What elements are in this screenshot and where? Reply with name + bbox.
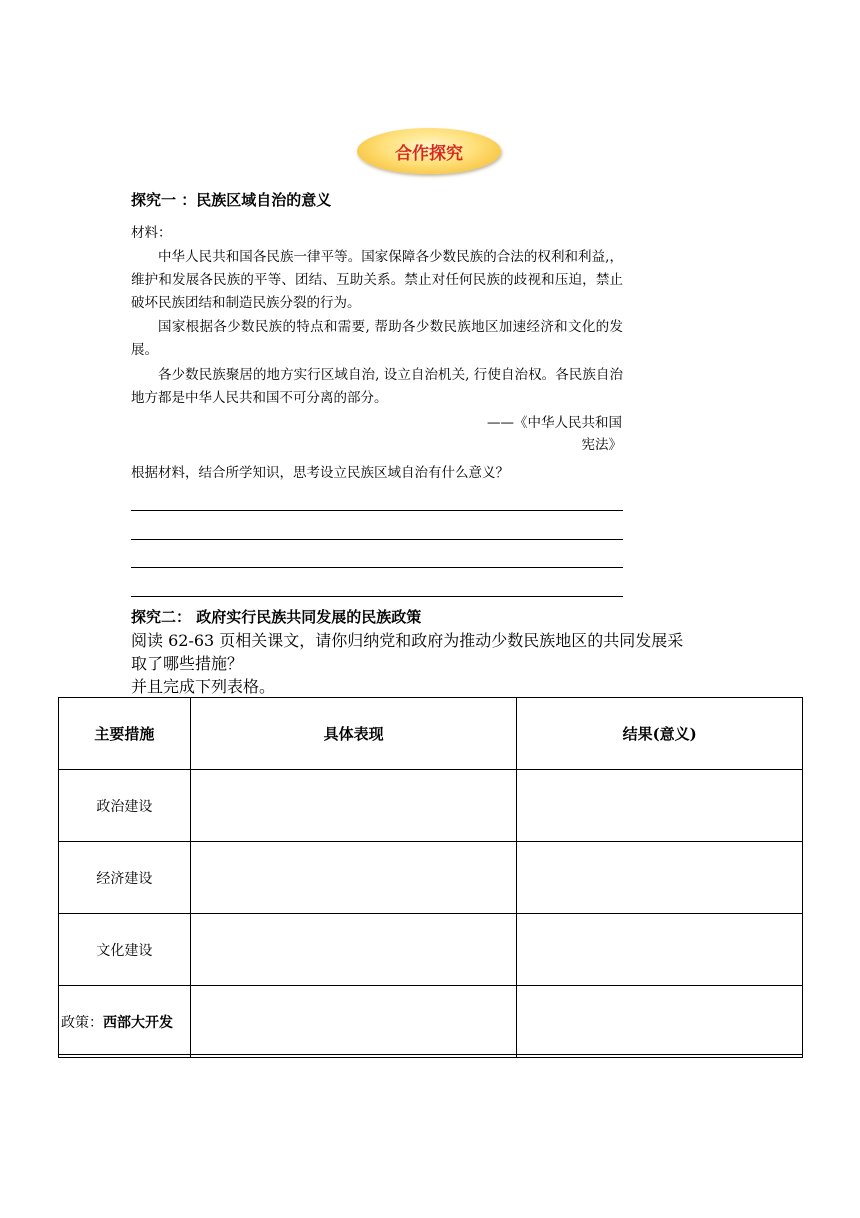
material-paragraph-2: 国家根据各少数民族的特点和需要, 帮助各少数民族地区加速经济和文化的发展。 [131,319,623,358]
detail-cell[interactable] [190,842,517,914]
section2-instruction-line2: 取了哪些措施？ [131,654,244,673]
table-row [59,770,803,842]
measure-cell: 文化建设 [59,914,191,986]
material-label: 材料： [131,225,172,241]
source-citation-line1: ——《中华人民共和国 [487,415,622,431]
source-citation-line2: 宪法》 [581,437,622,453]
detail-cell[interactable] [190,914,517,986]
table-header-row [59,698,803,770]
result-cell[interactable] [517,986,803,1058]
table-row [59,914,803,986]
material-paragraph-3: 各少数民族聚居的地方实行区域自治, 设立自治机关, 行使自治权。各民族自治地方都是中华人民共和国不可分离的部分。 [131,367,623,406]
section1-title: 探究一 ：民族区域自治的意义 [131,191,332,209]
section2-instruction-line3: 并且完成下列表格。 [131,677,276,696]
answer-line[interactable] [131,510,623,511]
answer-line[interactable] [131,567,623,568]
detail-cell[interactable] [190,986,517,1058]
section2-instruction-line1: 阅读 62-63 页相关课文，请你归纳党和政府为推动少数民族地区的共同发展采 [131,631,684,650]
answer-line[interactable] [131,539,623,540]
policy-name: 西部大开发 [103,1014,173,1031]
measures-table [58,697,803,1058]
result-cell[interactable] [517,914,803,986]
material-paragraph-1: 中华人民共和国各民族一律平等。国家保障各少数民族的合法的权利和利益,，维护和发展各民族的平等、团结、互助关系。禁止对任何民族的歧视和压迫，禁止破坏民族团结和制造民族分裂的行为。 [131,249,623,311]
table-row-policy [59,986,803,1058]
badge-label: 合作探究 [395,143,463,164]
measure-cell: 政治建设 [59,770,191,842]
result-cell[interactable] [517,842,803,914]
policy-prefix: 政策： [61,1014,103,1031]
header-result: 结果(意义) [517,698,803,770]
section-badge [357,128,501,174]
section1-question: 根据材料，结合所学知识，思考设立民族区域自治有什么意义？ [131,465,509,481]
section2-title: 探究二： 政府实行民族共同发展的民族政策 [131,608,422,626]
detail-cell[interactable] [190,770,517,842]
result-cell[interactable] [517,770,803,842]
answer-line[interactable] [131,596,623,597]
measure-cell: 经济建设 [59,842,191,914]
header-detail: 具体表现 [190,698,517,770]
policy-cell [59,986,191,1058]
table-row [59,842,803,914]
header-measure: 主要措施 [59,698,191,770]
